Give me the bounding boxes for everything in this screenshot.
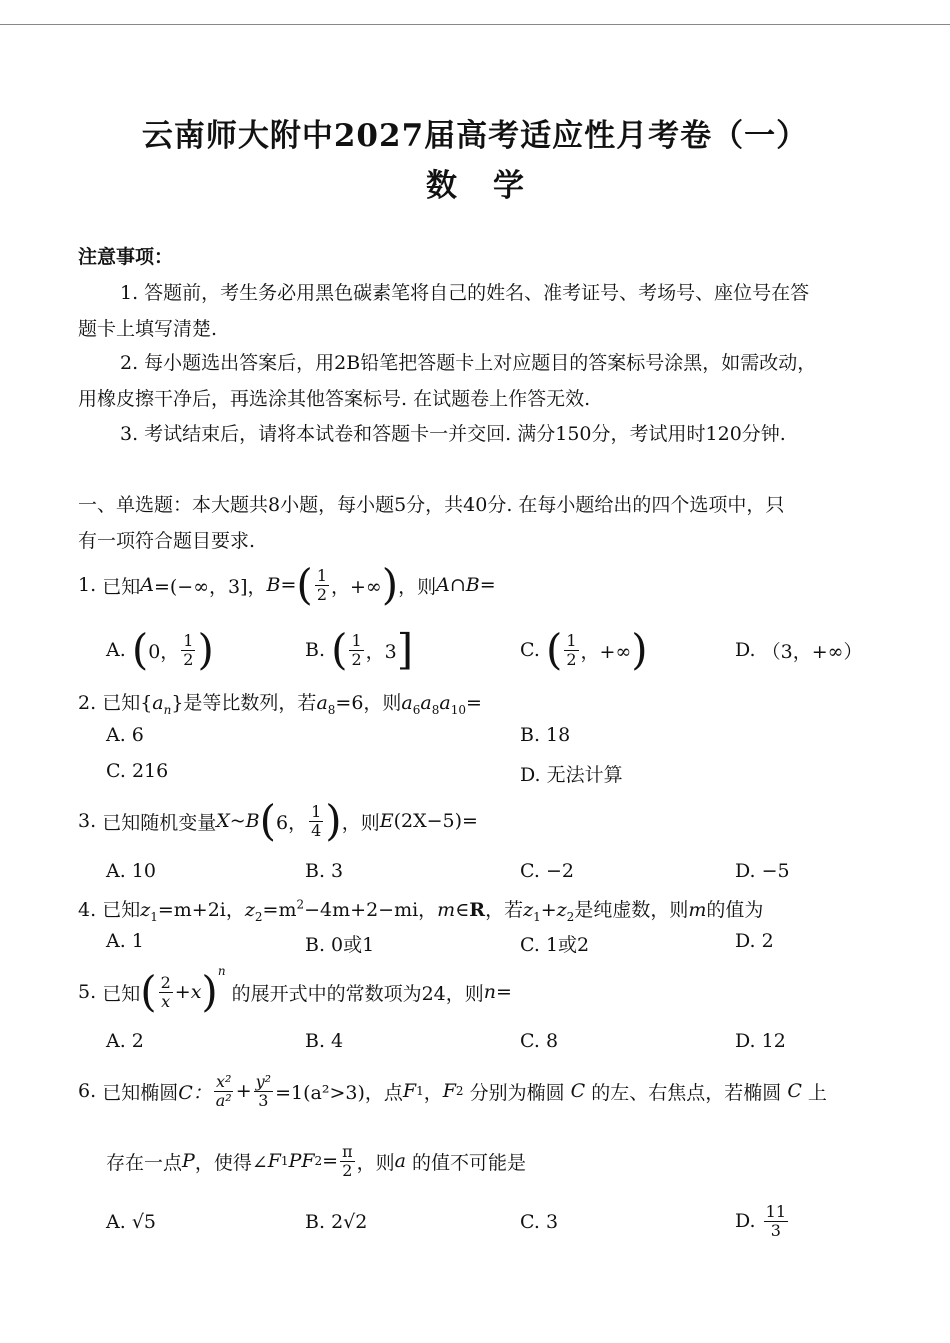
q4-sub2: 2 [254, 909, 263, 924]
q1-number: 1. [78, 574, 97, 596]
exam-subject: 数学 [426, 168, 560, 204]
q2-p1: a [401, 692, 413, 714]
q5-exponent: n [217, 964, 226, 978]
q3-expr: (2X−5)= [393, 810, 478, 832]
q6-sub1: 1 [416, 1084, 424, 1098]
q6-angle-sub2: 2 [314, 1154, 323, 1168]
q3-number: 3. [78, 810, 97, 832]
paren-open: ( [131, 625, 149, 674]
frac-num: 1 [183, 630, 194, 650]
q6-option-b[interactable] [305, 1211, 367, 1233]
q2-number: 2. [78, 692, 97, 714]
q2-end: = [465, 692, 482, 714]
q4-number: 4. [78, 899, 97, 921]
q4-z1: z [140, 899, 151, 921]
q5-option-d[interactable]: D. 12 [735, 1030, 786, 1052]
q2-eq: =6，则 [335, 692, 402, 714]
top-rule [0, 24, 950, 25]
q1-post: ，则 [398, 575, 437, 598]
q3-param: 6， [276, 811, 308, 834]
q1-option-d[interactable] [735, 625, 863, 675]
q6-l2-eq: = [322, 1150, 339, 1172]
q6-angle-pf: PF [288, 1150, 315, 1172]
q2-sub: n [163, 702, 172, 717]
option-label: A. [106, 1211, 126, 1233]
option-text: ，+∞ [580, 640, 632, 663]
q4-mm: m [688, 899, 707, 921]
q4-e3: −4m+2−mi， [304, 899, 438, 921]
q2-p3: a [439, 692, 451, 714]
q2-p2: a [420, 692, 432, 714]
q6-rest: 分别为椭圆 [469, 1081, 565, 1104]
q2-sub10: 10 [450, 702, 466, 717]
frac-den: 2 [316, 584, 327, 604]
q6-sub2: 2 [455, 1084, 464, 1098]
q6-comma: ， [423, 1081, 443, 1104]
q4-reals: R [469, 899, 486, 921]
frac-den: x [161, 991, 171, 1011]
frac-num: 1 [566, 630, 577, 650]
q1-eq1: =(−∞，3]， [153, 575, 267, 598]
q6-l2-pre: 存在一点 [106, 1151, 183, 1174]
q6-l2-mid: ，使得∠ [194, 1151, 268, 1174]
q4-option-c[interactable]: C. 1或2 [520, 934, 590, 956]
frac-den: a² [215, 1090, 232, 1110]
paren-close: ) [325, 796, 342, 845]
q5-pre: 已知 [102, 982, 141, 1005]
note-1-line-2: 题卡上填写清楚. [78, 318, 218, 340]
q5-post: 的展开式中的常数项为24，则 [231, 982, 484, 1005]
bracket-close: ] [396, 625, 414, 674]
q1-intersection: A∩B [436, 574, 480, 596]
q6-angle-f: F [267, 1150, 281, 1172]
q6-c3: C [787, 1080, 802, 1102]
frac-num: 2 [160, 972, 171, 992]
q6-frac-y [254, 1073, 273, 1110]
q2-option-b[interactable]: B. 18 [520, 724, 571, 746]
q5-end: = [496, 981, 512, 1003]
q3-option-b[interactable]: B. 3 [305, 860, 344, 882]
notes-heading: 注意事项： [78, 246, 174, 268]
q2-mid: }是等比数列，若 [171, 692, 317, 714]
note-2-line-1: 2. 每小题选出答案后，用2B铅笔把答题卡上对应题目的答案标号涂黑，如需改动， [120, 352, 817, 374]
q2-option-a[interactable]: A. 6 [106, 724, 144, 746]
q4-sub1b: 1 [533, 909, 541, 924]
frac-num: 1 [351, 630, 362, 650]
exam-title: 云南师大附中2027届高考适应性月考卷（一） [141, 118, 809, 154]
q6-plus: + [235, 1080, 252, 1102]
q4-e1: =m+2i， [157, 899, 245, 921]
q1-set-b: B [266, 574, 281, 596]
q5-number: 5. [78, 981, 97, 1003]
q4-option-d[interactable]: D. 2 [735, 930, 774, 952]
q5-option-a[interactable]: A. 2 [106, 1030, 144, 1052]
q4-option-b[interactable]: B. 0或1 [305, 934, 375, 956]
frac-num: 1 [311, 801, 322, 821]
q3-pre: 已知随机变量 [102, 811, 217, 834]
option-text: ，3 [365, 640, 397, 663]
q4-e4: ，若 [485, 899, 524, 921]
frac-den: 2 [183, 649, 194, 669]
q4-plus: + [540, 899, 557, 921]
q5-plus: +x [174, 981, 202, 1003]
q4-pre: 已知 [102, 899, 141, 921]
paren-close: ) [631, 625, 648, 674]
q6-number: 6. [78, 1080, 97, 1102]
frac-den: 3 [770, 1220, 781, 1240]
q4-z1b: z [523, 899, 534, 921]
q1-option-b[interactable] [305, 625, 413, 675]
question-5 [78, 964, 512, 1020]
option-label: C. [520, 639, 540, 661]
option-text: 0， [148, 640, 180, 663]
q2-pre: 已知{ [102, 692, 153, 714]
option-label: B. [305, 639, 326, 661]
section-line-1: 一、单选题：本大题共8小题，每小题5分，共40分. 在每小题给出的四个选项中，只 [78, 494, 785, 516]
q3-option-d[interactable]: D. −5 [735, 860, 790, 882]
q6-l2-end: 的值不可能是 [412, 1151, 527, 1174]
frac-den: 4 [311, 820, 322, 840]
q5-fraction [159, 974, 173, 1011]
paren-open: ( [331, 625, 348, 674]
question-4 [78, 895, 763, 924]
q4-z2: z [244, 899, 255, 921]
q2-option-d[interactable]: D. 无法计算 [520, 764, 623, 786]
q1-tail: ，+∞ [331, 575, 382, 598]
q2-sub8: 8 [327, 702, 336, 717]
q3-dist: X~B [216, 810, 260, 832]
q4-e5: 是纯虚数，则 [574, 899, 689, 921]
frac-num: 11 [765, 1201, 787, 1221]
q2-sub8b: 8 [431, 702, 440, 717]
paren-open: ( [545, 625, 563, 674]
q2-sub6: 6 [412, 702, 421, 717]
q4-e2: =m [262, 899, 297, 921]
option-fraction [181, 632, 195, 669]
q3-option-c[interactable]: C. −2 [520, 860, 574, 882]
q6-c2: C [570, 1080, 586, 1102]
q4-z2b: z [556, 899, 567, 921]
note-3: 3. 考试结束后，请将本试卷和答题卡一并交回. 满分150分，考试用时120分钟. [120, 423, 786, 445]
frac-den: 2 [351, 649, 362, 669]
frac-num: x² [216, 1071, 232, 1091]
paren-close: ) [197, 625, 214, 674]
question-2 [78, 688, 482, 717]
q6-f2: F [442, 1080, 456, 1102]
paren-close: ) [381, 560, 399, 609]
q6-ellipse: C： [178, 1081, 212, 1104]
q3-expect: E [379, 810, 394, 832]
q5-n: n [483, 981, 497, 1003]
option-fraction [564, 632, 578, 669]
q6-f1: F [402, 1080, 417, 1102]
q1-pre: 已知 [102, 575, 141, 598]
q1-eq2: = [280, 574, 297, 596]
question-6-line-2 [106, 1136, 526, 1186]
q4-option-a[interactable]: A. 1 [106, 930, 144, 952]
q6-l2-post: ，则 [356, 1151, 395, 1174]
option-label: D. [735, 1210, 756, 1232]
question-3 [78, 796, 478, 846]
q1-set-a: A [140, 574, 154, 596]
q6-rest2: 的左、右焦点，若椭圆 [591, 1081, 782, 1104]
q4-m: m∈ [437, 899, 470, 921]
question-6 [78, 1066, 827, 1116]
q6-angle-sub1: 1 [280, 1154, 289, 1168]
q6-frac-x [214, 1073, 234, 1110]
q6-option-a[interactable] [106, 1211, 156, 1233]
q1-option-a[interactable] [106, 625, 214, 675]
q3-post: ，则 [341, 811, 380, 834]
note-1-line-1: 1. 答题前，考生务必用黑色碳素笔将自己的姓名、准考证号、考场号、座位号在答 [120, 282, 810, 304]
q4-sup: 2 [296, 897, 305, 912]
frac-num: 1 [316, 565, 327, 585]
section-line-2: 有一项符合题目要求. [78, 530, 256, 552]
q6-a: a [394, 1150, 406, 1172]
frac-den: 2 [342, 1160, 353, 1180]
option-text: （3，+∞） [761, 640, 863, 663]
q6-rest3: 上 [807, 1081, 827, 1104]
q4-e6: 的值为 [706, 899, 764, 921]
q6-eq: =1(a²>3)，点 [275, 1081, 403, 1104]
frac-den: 2 [566, 649, 577, 669]
q1-end: = [479, 574, 496, 596]
q4-sub2b: 2 [566, 909, 575, 924]
q6-pi-fraction [340, 1143, 355, 1180]
option-text: √5 [131, 1211, 157, 1233]
option-label: A. [106, 639, 126, 661]
question-1 [78, 560, 496, 610]
q1-fraction [315, 567, 329, 604]
q5-option-b[interactable]: B. 4 [305, 1030, 344, 1052]
option-fraction [764, 1203, 788, 1240]
q3-option-a[interactable]: A. 10 [106, 860, 156, 882]
q6-option-c[interactable]: C. 3 [520, 1211, 559, 1233]
paren-open: ( [296, 560, 313, 609]
q6-pre: 已知椭圆 [102, 1081, 179, 1104]
option-label: D. [735, 639, 756, 661]
paren-close: ) [201, 967, 218, 1016]
note-2-line-2: 用橡皮擦干净后，再选涂其他答案标号. 在试题卷上作答无效. [78, 388, 591, 410]
q1-option-c[interactable] [520, 625, 648, 675]
q2-a8: a [316, 692, 328, 714]
q4-sub1: 1 [150, 909, 158, 924]
paren-open: ( [140, 967, 157, 1016]
q3-fraction [309, 803, 323, 840]
option-fraction [349, 632, 363, 669]
frac-den: 3 [258, 1090, 269, 1110]
q6-option-d[interactable] [735, 1196, 790, 1246]
q2-option-c[interactable]: C. 216 [106, 760, 169, 782]
q5-option-c[interactable]: C. 8 [520, 1030, 559, 1052]
paren-open: ( [259, 796, 277, 845]
q2-var: a [152, 692, 164, 714]
frac-num: π [342, 1141, 353, 1161]
q6-point: P [182, 1150, 195, 1172]
frac-num: y² [255, 1071, 272, 1091]
option-label: B. [305, 1211, 326, 1233]
option-text: 2√2 [331, 1211, 368, 1233]
